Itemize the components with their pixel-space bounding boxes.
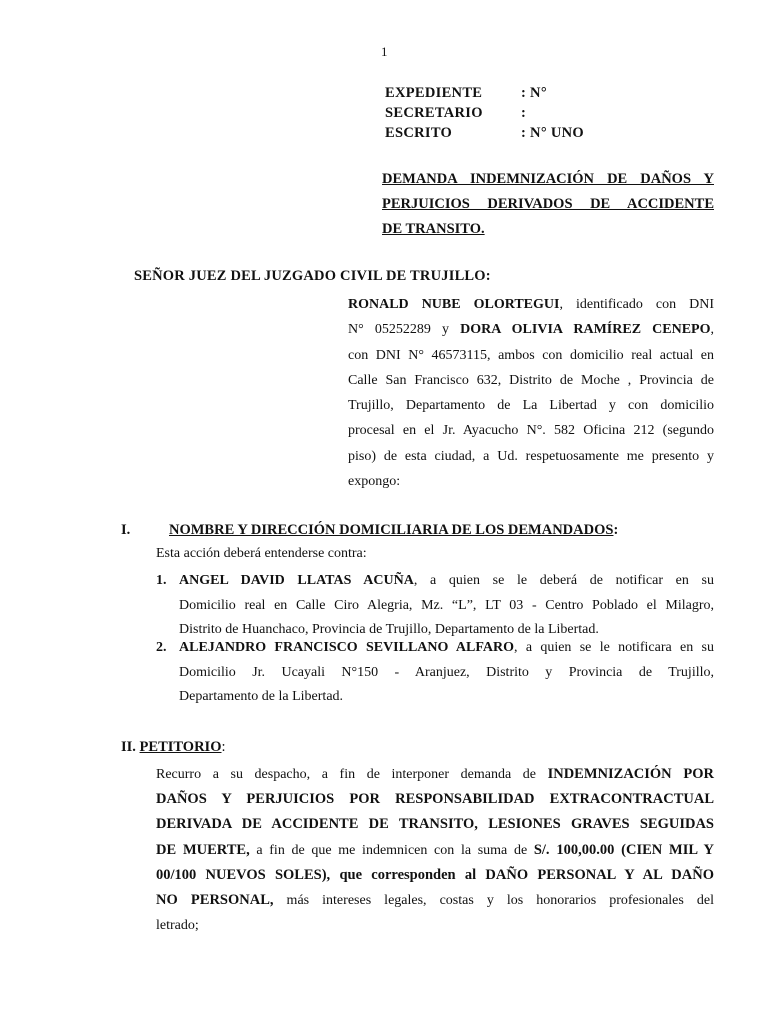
intro-line: expongo: bbox=[348, 474, 401, 490]
intro-line: piso) de esta ciudad, a Ud. respetuosamente me presento y bbox=[348, 448, 714, 464]
page-number: 1 bbox=[381, 44, 388, 59]
intro-line: Calle San Francisco 632, Distrito de Moche , Provincia de bbox=[348, 372, 714, 388]
intro-line: RONALD NUBE OLORTEGUI, identificado con DNI bbox=[348, 297, 714, 312]
section-1-number: I. bbox=[121, 522, 131, 538]
plaintiff-1-name: RONALD NUBE OLORTEGUI bbox=[348, 297, 560, 312]
header-label-expediente: EXPEDIENTE bbox=[385, 85, 483, 101]
defendant-item-1: 1. ANGEL DAVID LLATAS ACUÑA, a quien se le deberá de notificar en su Domicilio real en Calle Ciro Alegria, Mz. “L”, LT 03 - Centro Poblado el Milagro, Distrito de Huanchaco, Provincia de Trujillo, Departamento de la Libertad. bbox=[156, 569, 714, 643]
defendant-item-2: 2. ALEJANDRO FRANCISCO SEVILLANO ALFARO, a quien se le notificara en su Domicilio Jr. Ucayali N°150 - Aranjuez, Distrito y Provincia de Trujillo, Departamento de la Libertad. bbox=[156, 636, 714, 710]
document-title bbox=[382, 167, 714, 242]
item-number: 1. bbox=[156, 573, 167, 588]
addressee: SEÑOR JUEZ DEL JUZGADO CIVIL DE TRUJILLO: bbox=[134, 268, 491, 284]
header-label-escrito: ESCRITO bbox=[385, 125, 453, 141]
header-value-escrito: : N° UNO bbox=[521, 125, 584, 141]
section-1-heading: NOMBRE Y DIRECCIÓN DOMICILIARIA DE LOS DEMANDADOS: bbox=[169, 522, 619, 538]
header-value-secretario: : bbox=[521, 105, 527, 121]
petitorio-paragraph: Recurro a su despacho, a fin de interponer demanda de INDEMNIZACIÓN POR DAÑOS Y PERJUICIOS POR RESPONSABILIDAD EXTRACONTRACTUAL DERIVADA DE ACCIDENTE DE TRANSITO, LESIONES GRAVES SEGUIDAS DE MUERTE, a fin de que me indemnicen con la suma de S/. 100,00.00 (CIEN MIL Y 00/100 NUEVOS SOLES), que corresponden al DAÑO PERSONAL Y AL DAÑO NO PERSONAL, más intereses legales, costas y los honorarios profesionales del letrado; bbox=[156, 766, 714, 934]
header-label-secretario: SECRETARIO bbox=[385, 105, 483, 121]
section-1-lead: Esta acción deberá entenderse contra: bbox=[156, 546, 367, 561]
defendant-2-name: ALEJANDRO FRANCISCO SEVILLANO ALFARO bbox=[179, 640, 515, 655]
plaintiff-2-name: DORA OLIVIA RAMÍREZ CENEPO bbox=[460, 322, 711, 338]
intro-line: Trujillo, Departamento de La Libertad y con domicilio bbox=[348, 398, 714, 414]
section-2-heading: II. PETITORIO: bbox=[121, 739, 226, 755]
header-secretario bbox=[385, 105, 526, 122]
intro-line: con DNI N° 46573115, ambos con domicilio real actual en bbox=[348, 347, 714, 363]
intro-line: N° 05252289 y DORA OLIVIA RAMÍREZ CENEPO, bbox=[348, 322, 714, 338]
header-escrito bbox=[385, 125, 584, 142]
header-value-expediente: : N° bbox=[521, 85, 547, 101]
title-line: DE TRANSITO. bbox=[382, 221, 485, 237]
intro-paragraph bbox=[348, 292, 714, 494]
header-expediente bbox=[385, 85, 547, 102]
intro-line: procesal en el Jr. Ayacucho N°. 582 Oficina 212 (segundo bbox=[348, 423, 714, 439]
defendant-1-name: ANGEL DAVID LLATAS ACUÑA bbox=[179, 573, 414, 588]
item-number: 2. bbox=[156, 640, 167, 655]
title-line: PERJUICIOS DERIVADOS DE ACCIDENTE bbox=[382, 196, 714, 212]
title-line: DEMANDA INDEMNIZACIÓN DE DAÑOS Y bbox=[382, 171, 714, 187]
